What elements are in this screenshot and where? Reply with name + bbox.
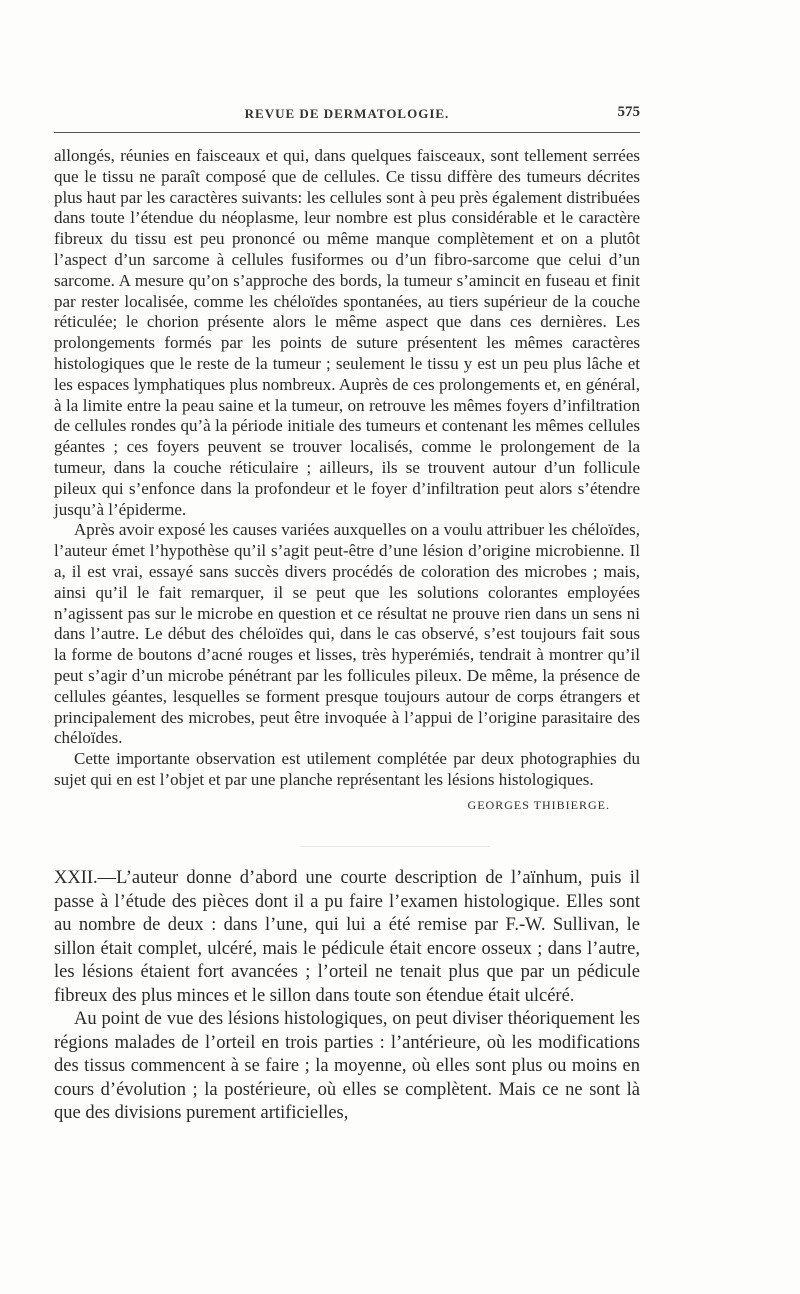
review-paragraph-text: —L’auteur donne d’abord une courte description de l’aïnhum, puis il passe à l’étude des pièces dont il a pu faire l’examen histologique. Elles sont au nombre de deux : dans l’une, qui lui a été remise par F.-W. Sullivan, le sillon était complet, ulcéré, mais le pédicule était encore osseux ; dans l’autre, les lésions étaient fort avancées ; l’orteil ne tenait plus que par un pédicule fibreux des plus minces et le sillon dans toute son étendue était ulcéré. (54, 868, 640, 1006)
review-section (54, 867, 640, 1126)
section-divider (300, 846, 490, 847)
review-paragraph: Au point de vue des lésions histologiques, on peut diviser théoriquement les régions malades de l’orteil en trois parties : l’antérieure, où les modifications des tissus commencent à se faire ; la moyenne, où elles sont plus ou moins en cours d’évolution ; la postérieure, où elles se complètent. Mais ce ne sont là que des divisions purement artificielles, (54, 1009, 640, 1123)
header-rule (54, 132, 640, 133)
running-head (54, 106, 640, 128)
article-paragraph-text: Cette importante observation est utilement complétée par deux photographies du sujet qui en est l’objet et par une planche représentant les lésions histologiques. (54, 749, 640, 789)
article-body (54, 146, 640, 816)
article-paragraph-final (54, 749, 640, 812)
article-paragraph: allongés, réunies en faisceaux et qui, dans quelques faisceaux, sont tellement serrées que le tissu ne paraît composé que de cellules. Ce tissu diffère des tumeurs décrites plus haut par les caractères suivants: les cellules sont à peu près également distribuées dans toute l’étendue du néoplasme, leur nombre est plus considérable et le caractère fibreux du tissu est peu prononcé ou même manque complètement et on a plutôt l’aspect d’un sarcome à cellules fusiformes ou d’un fibro-sarcome que celui d’un sarcome. A mesure qu’on s’approche des bords, la tumeur s’amincit en fuseau et finit par rester localisée, comme les chéloïdes spontanées, au tiers supérieur de la couche réticulée; le chorion présente alors le même aspect que dans ces dernières. Les prolongements formés par les points de suture présentent les mêmes caractères histologiques que le reste de la tumeur ; seulement le tissu y est un peu plus lâche et les espaces lymphatiques plus nombreux. Auprès de ces prolongements et, en général, à la limite entre la peau saine et la tumeur, on retrouve les mêmes foyers d’infiltration de cellules rondes qu’à la période initiale des tumeurs et contenant les mêmes cellules géantes ; ces foyers peuvent se trouver localisés, comme le prolongement de la tumeur, dans la couche réticulaire ; ailleurs, ils se trouvent autour d’un follicule pileux qui s’enfonce dans la profondeur et le foyer d’infiltration peut alors s’étendre jusqu’à l’épiderme. (54, 146, 640, 519)
page-number: 575 (617, 104, 640, 120)
author-signature: GEORGES THIBIERGE. (467, 797, 610, 812)
article-paragraph: Après avoir exposé les causes variées auxquelles on a voulu attribuer les chéloïdes, l’auteur émet l’hypothèse qu’il s’agit peut-être d’une lésion d’origine microbienne. Il a, il est vrai, essayé sans succès divers procédés de coloration des microbes ; mais, ainsi qu’il le fait remarquer, il se peut que les solutions colorantes employées n’agissent pas sur le microbe en question et ce résultat ne prouve rien dans un sens ni dans l’autre. Le début des chéloïdes qui, dans le cas observé, s’est toujours fait sous la forme de boutons d’acné rouges et lisses, très hyperémiés, tendrait à montrer qu’il peut s’agir d’un microbe pénétrant par les follicules pileux. De même, la présence de cellules géantes, lesquelles se forment presque toujours autour de corps étrangers et principalement des microbes, peut être invoquée à l’appui de l’origine parasitaire des chéloïdes. (54, 520, 641, 748)
review-paragraph (54, 867, 640, 1008)
journal-title: REVUE DE DERMATOLOGIE. (244, 106, 450, 121)
section-number: XXII. (54, 868, 98, 888)
